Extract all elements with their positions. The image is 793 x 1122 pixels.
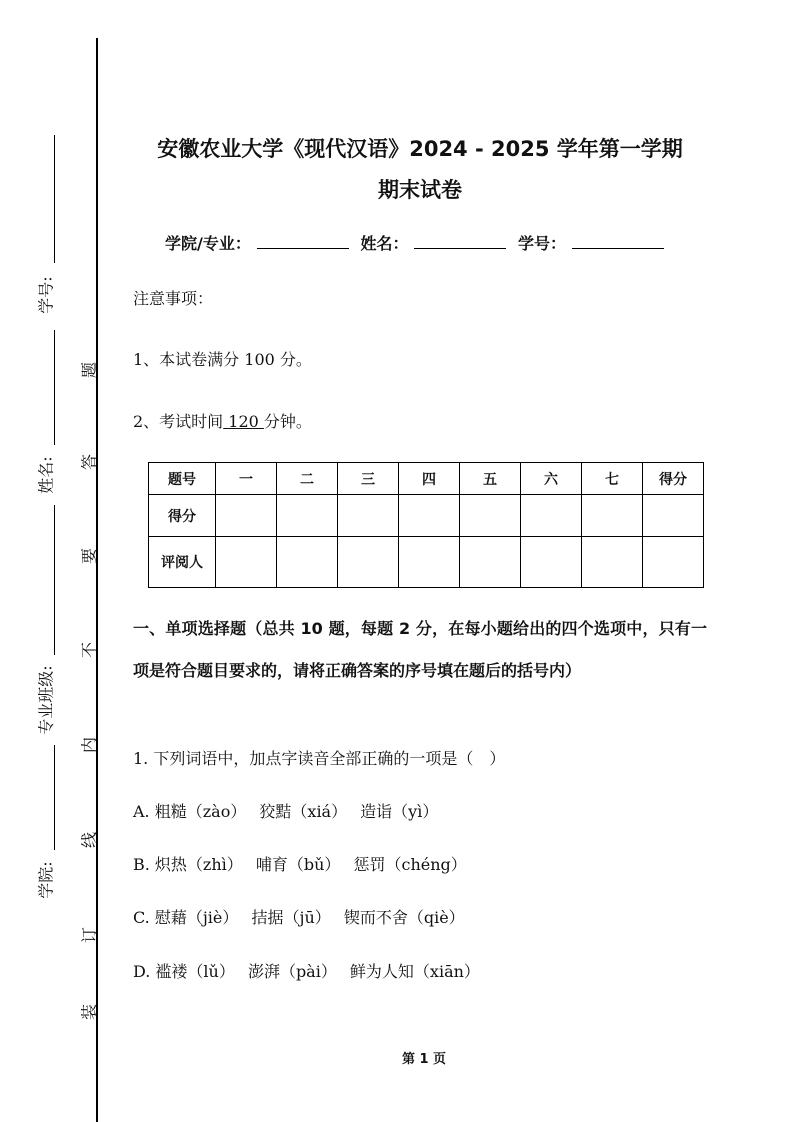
score-cell[interactable] — [643, 495, 704, 537]
notice-char: 订 — [79, 926, 99, 944]
note-text: 分钟。 — [263, 412, 312, 431]
score-cell[interactable] — [216, 495, 277, 537]
grader-cell[interactable] — [582, 537, 643, 588]
id-field[interactable] — [572, 234, 664, 249]
id-label: 学号： — [518, 234, 567, 253]
exam-title: 安徽农业大学《现代汉语》2024 - 2025 学年第一学期 — [157, 137, 683, 161]
table-header-cell: 题号 — [149, 463, 216, 495]
note-text: 2、考试时间 — [133, 412, 224, 431]
notice-char: 装 — [79, 1003, 99, 1021]
score-cell[interactable] — [521, 495, 582, 537]
note-item-1: 1、本试卷满分 100 分。 — [133, 350, 312, 369]
section-1-heading: 一、单项选择题（总共 10 题，每题 2 分，在每小题给出的四个选项中，只有一项是符合题目要求的，请将正确答案的序号填在题后的括号内） — [133, 619, 707, 680]
notice-char: 不 — [79, 641, 99, 659]
table-row — [149, 537, 704, 588]
table-header-cell: 得分 — [643, 463, 704, 495]
row-label: 评阅人 — [149, 537, 216, 588]
grader-cell[interactable] — [338, 537, 399, 588]
notice-char: 答 — [79, 453, 99, 471]
name-field[interactable] — [414, 234, 506, 249]
question-1-stem: 1. 下列词语中，加点字读音全部正确的一项是（ ） — [133, 749, 506, 768]
question-1-option-a: A. 粗糙（zào） 狡黠（xiá） 造诣（yì） — [133, 802, 439, 821]
college-label: 学院/专业： — [165, 234, 251, 253]
name-label: 姓名： — [360, 234, 409, 253]
binding-field-class: 专业班级: — [36, 665, 56, 735]
grader-cell[interactable] — [460, 537, 521, 588]
notice-char: 线 — [79, 831, 99, 849]
exam-subtitle: 期末试卷 — [378, 178, 462, 202]
exam-duration: 120 — [223, 412, 264, 431]
table-header-cell: 七 — [582, 463, 643, 495]
table-header-cell: 六 — [521, 463, 582, 495]
grader-cell[interactable] — [277, 537, 338, 588]
grader-cell[interactable] — [216, 537, 277, 588]
table-header-cell: 五 — [460, 463, 521, 495]
score-table — [148, 462, 704, 588]
table-header-cell: 二 — [277, 463, 338, 495]
page-number: 第 1 页 — [401, 1052, 447, 1067]
notice-char: 题 — [79, 361, 99, 379]
question-1-option-c: C. 慰藉（jiè） 拮据（jū） 锲而不舍（qiè） — [133, 908, 465, 927]
table-header-cell: 三 — [338, 463, 399, 495]
grader-cell[interactable] — [521, 537, 582, 588]
class-blank — [54, 505, 55, 655]
table-header-cell: 四 — [399, 463, 460, 495]
question-1-option-d: D. 褴褛（lǔ） 澎湃（pài） 鲜为人知（xiān） — [133, 962, 480, 981]
notes-heading: 注意事项： — [133, 289, 214, 308]
name-blank — [54, 330, 55, 445]
college-field[interactable] — [257, 234, 349, 249]
score-cell[interactable] — [460, 495, 521, 537]
grader-cell[interactable] — [643, 537, 704, 588]
student-info-line — [165, 231, 670, 254]
row-label: 得分 — [149, 495, 216, 537]
note-item-2 — [133, 409, 312, 432]
binding-field-name: 姓名: — [36, 456, 56, 494]
binding-field-id: 学号: — [36, 276, 56, 314]
score-cell[interactable] — [399, 495, 460, 537]
table-header-row — [149, 463, 704, 495]
binding-field-college: 学院: — [36, 861, 56, 899]
score-cell[interactable] — [277, 495, 338, 537]
notice-char: 要 — [79, 547, 99, 565]
question-1-option-b: B. 炽热（zhì） 哺育（bǔ） 惩罚（chéng） — [133, 855, 467, 874]
table-row — [149, 495, 704, 537]
notice-char: 内 — [79, 736, 99, 754]
grader-cell[interactable] — [399, 537, 460, 588]
table-header-cell: 一 — [216, 463, 277, 495]
score-cell[interactable] — [582, 495, 643, 537]
college-blank — [54, 745, 55, 850]
score-cell[interactable] — [338, 495, 399, 537]
